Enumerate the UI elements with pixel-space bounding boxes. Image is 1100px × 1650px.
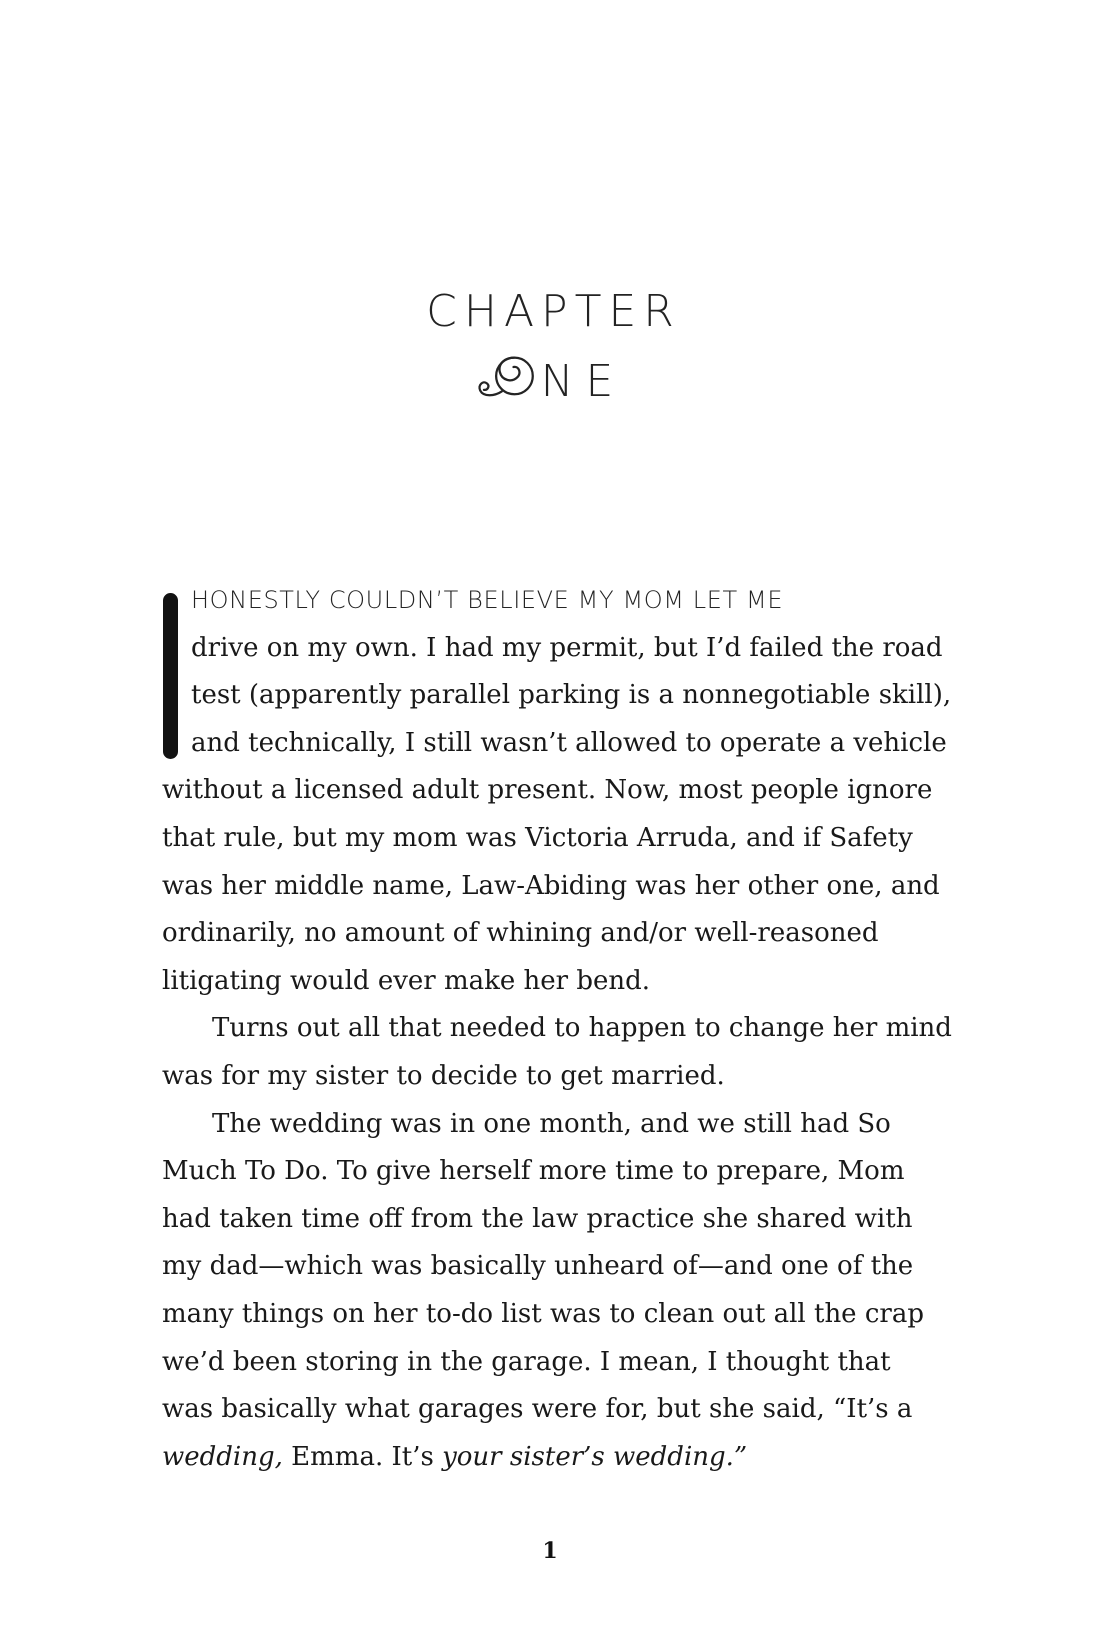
dropcap-letter-i — [163, 593, 178, 759]
body-line — [162, 625, 952, 673]
text: Much To Do. To give herself more time to prepare, Mom — [162, 1156, 905, 1187]
text: that rule, but my mom was Victoria Arruda, and if Safety — [162, 822, 913, 853]
opener-small-caps-line: HONESTLY COULDN’T BELIEVE MY MOM LET ME — [191, 586, 784, 614]
body-line — [162, 958, 952, 1006]
text: was basically what garages were for, but she said, “It’s a — [162, 1394, 913, 1425]
italic-text: wedding, — [162, 1441, 283, 1472]
text: we’d been storing in the garage. I mean, I thought that — [162, 1346, 891, 1377]
text: my dad—which was basically unheard of—and one of the — [162, 1251, 914, 1282]
chapter-number — [0, 348, 1100, 407]
body-line — [162, 1339, 952, 1387]
body-line — [162, 815, 952, 863]
body-line — [162, 863, 952, 911]
body-line — [162, 672, 952, 720]
text: litigating would ever make her bend. — [162, 965, 651, 996]
text: was for my sister to decide to get married. — [162, 1060, 725, 1091]
text: ordinarily, no amount of whining and/or well-reasoned — [162, 918, 879, 949]
body-line — [162, 1053, 952, 1101]
text: and technically, I still wasn’t allowed to operate a vehicle — [191, 727, 947, 758]
body-line — [162, 1196, 952, 1244]
text: many things on her to-do list was to clean out all the crap — [162, 1298, 924, 1329]
body-line — [162, 1148, 952, 1196]
text: test (apparently parallel parking is a nonnegotiable skill), — [191, 680, 952, 711]
chapter-heading — [0, 288, 1100, 407]
body-line — [162, 720, 952, 768]
text: had taken time off from the law practice she shared with — [162, 1203, 913, 1234]
paragraph — [162, 1005, 952, 1100]
decorative-o-icon — [475, 351, 537, 410]
text: drive on my own. I had my permit, but I’d failed the road — [191, 632, 943, 663]
body-line — [162, 1434, 952, 1482]
text: Emma. It’s — [282, 1441, 443, 1472]
body-line — [162, 1101, 952, 1149]
paragraph — [162, 625, 952, 1006]
page-footer — [0, 1536, 1100, 1566]
page-number: 1 — [542, 1538, 558, 1564]
body-line — [162, 1005, 952, 1053]
paragraph — [162, 1101, 952, 1482]
text: The wedding was in one month, and we still had So — [212, 1108, 891, 1139]
chapter-label: CHAPTER — [426, 286, 681, 337]
body-line — [162, 910, 952, 958]
body-line — [162, 767, 952, 815]
text: without a licensed adult present. Now, most people ignore — [162, 775, 933, 806]
paragraphs — [162, 625, 952, 1482]
text: was her middle name, Law-Abiding was her other one, and — [162, 870, 940, 901]
body-line — [162, 1243, 952, 1291]
body-line — [162, 1291, 952, 1339]
body-text — [162, 577, 952, 1481]
text: Turns out all that needed to happen to change her mind — [212, 1013, 952, 1044]
chapter-number-text: NE — [540, 356, 626, 407]
body-line — [162, 1386, 952, 1434]
italic-text: your sister’s wedding.” — [442, 1441, 748, 1472]
